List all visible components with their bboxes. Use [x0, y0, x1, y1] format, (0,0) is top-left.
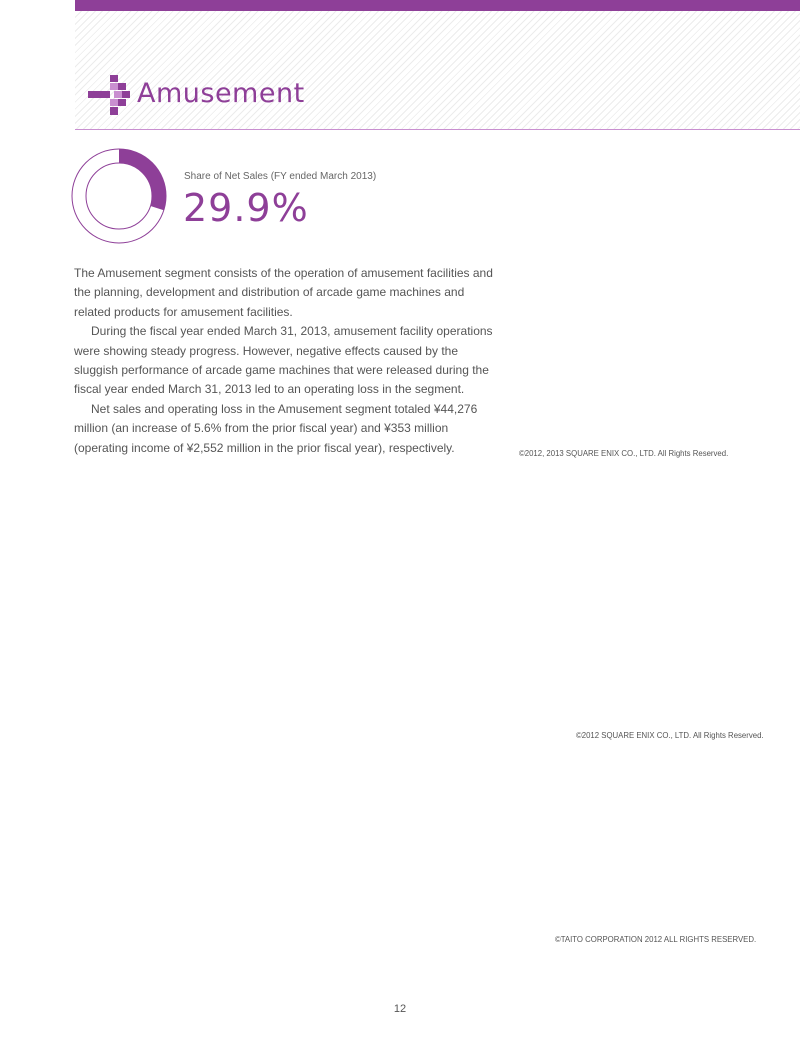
top-accent-bar: [75, 0, 800, 11]
copyright-credit: ©2012 SQUARE ENIX CO., LTD. All Rights Reserved.: [576, 731, 764, 740]
page-number: 12: [393, 1003, 407, 1015]
header-band: [75, 11, 800, 130]
donut-share-segment: [119, 149, 166, 210]
share-label: Share of Net Sales (FY ended March 2013): [184, 171, 377, 182]
pixel-arrow-icon: [88, 75, 130, 115]
copyright-credit: ©TAITO CORPORATION 2012 ALL RIGHTS RESERVED.: [555, 935, 757, 944]
paragraph-intro: The Amusement segment consists of the operation of amusement facilities and the planning, development and distribution of arcade game machines and related products for amusement facilities.: [74, 266, 493, 319]
donut-inner-ring: [86, 163, 152, 229]
paragraph-results: Net sales and operating loss in the Amusement segment totaled ¥44,276 million (an increase of 5.6% from the prior fiscal year) and ¥353 million (operating income of ¥2,552 million in the prior fiscal year), respectively.: [74, 401, 478, 455]
share-donut-chart: [71, 146, 167, 246]
copyright-credit: ©2012, 2013 SQUARE ENIX CO., LTD. All Rights Reserved.: [519, 449, 729, 458]
share-value: 29.9%: [183, 186, 309, 230]
body-text: [74, 264, 494, 458]
paragraph-fiscal-year: During the fiscal year ended March 31, 2013, amusement facility operations were showing steady progress. However, negative effects caused by the sluggish performance of arcade game machines that were released during the fiscal year ended March 31, 2013 led to an operating loss in the segment.: [74, 324, 493, 397]
section-title: Amusement: [137, 78, 305, 109]
